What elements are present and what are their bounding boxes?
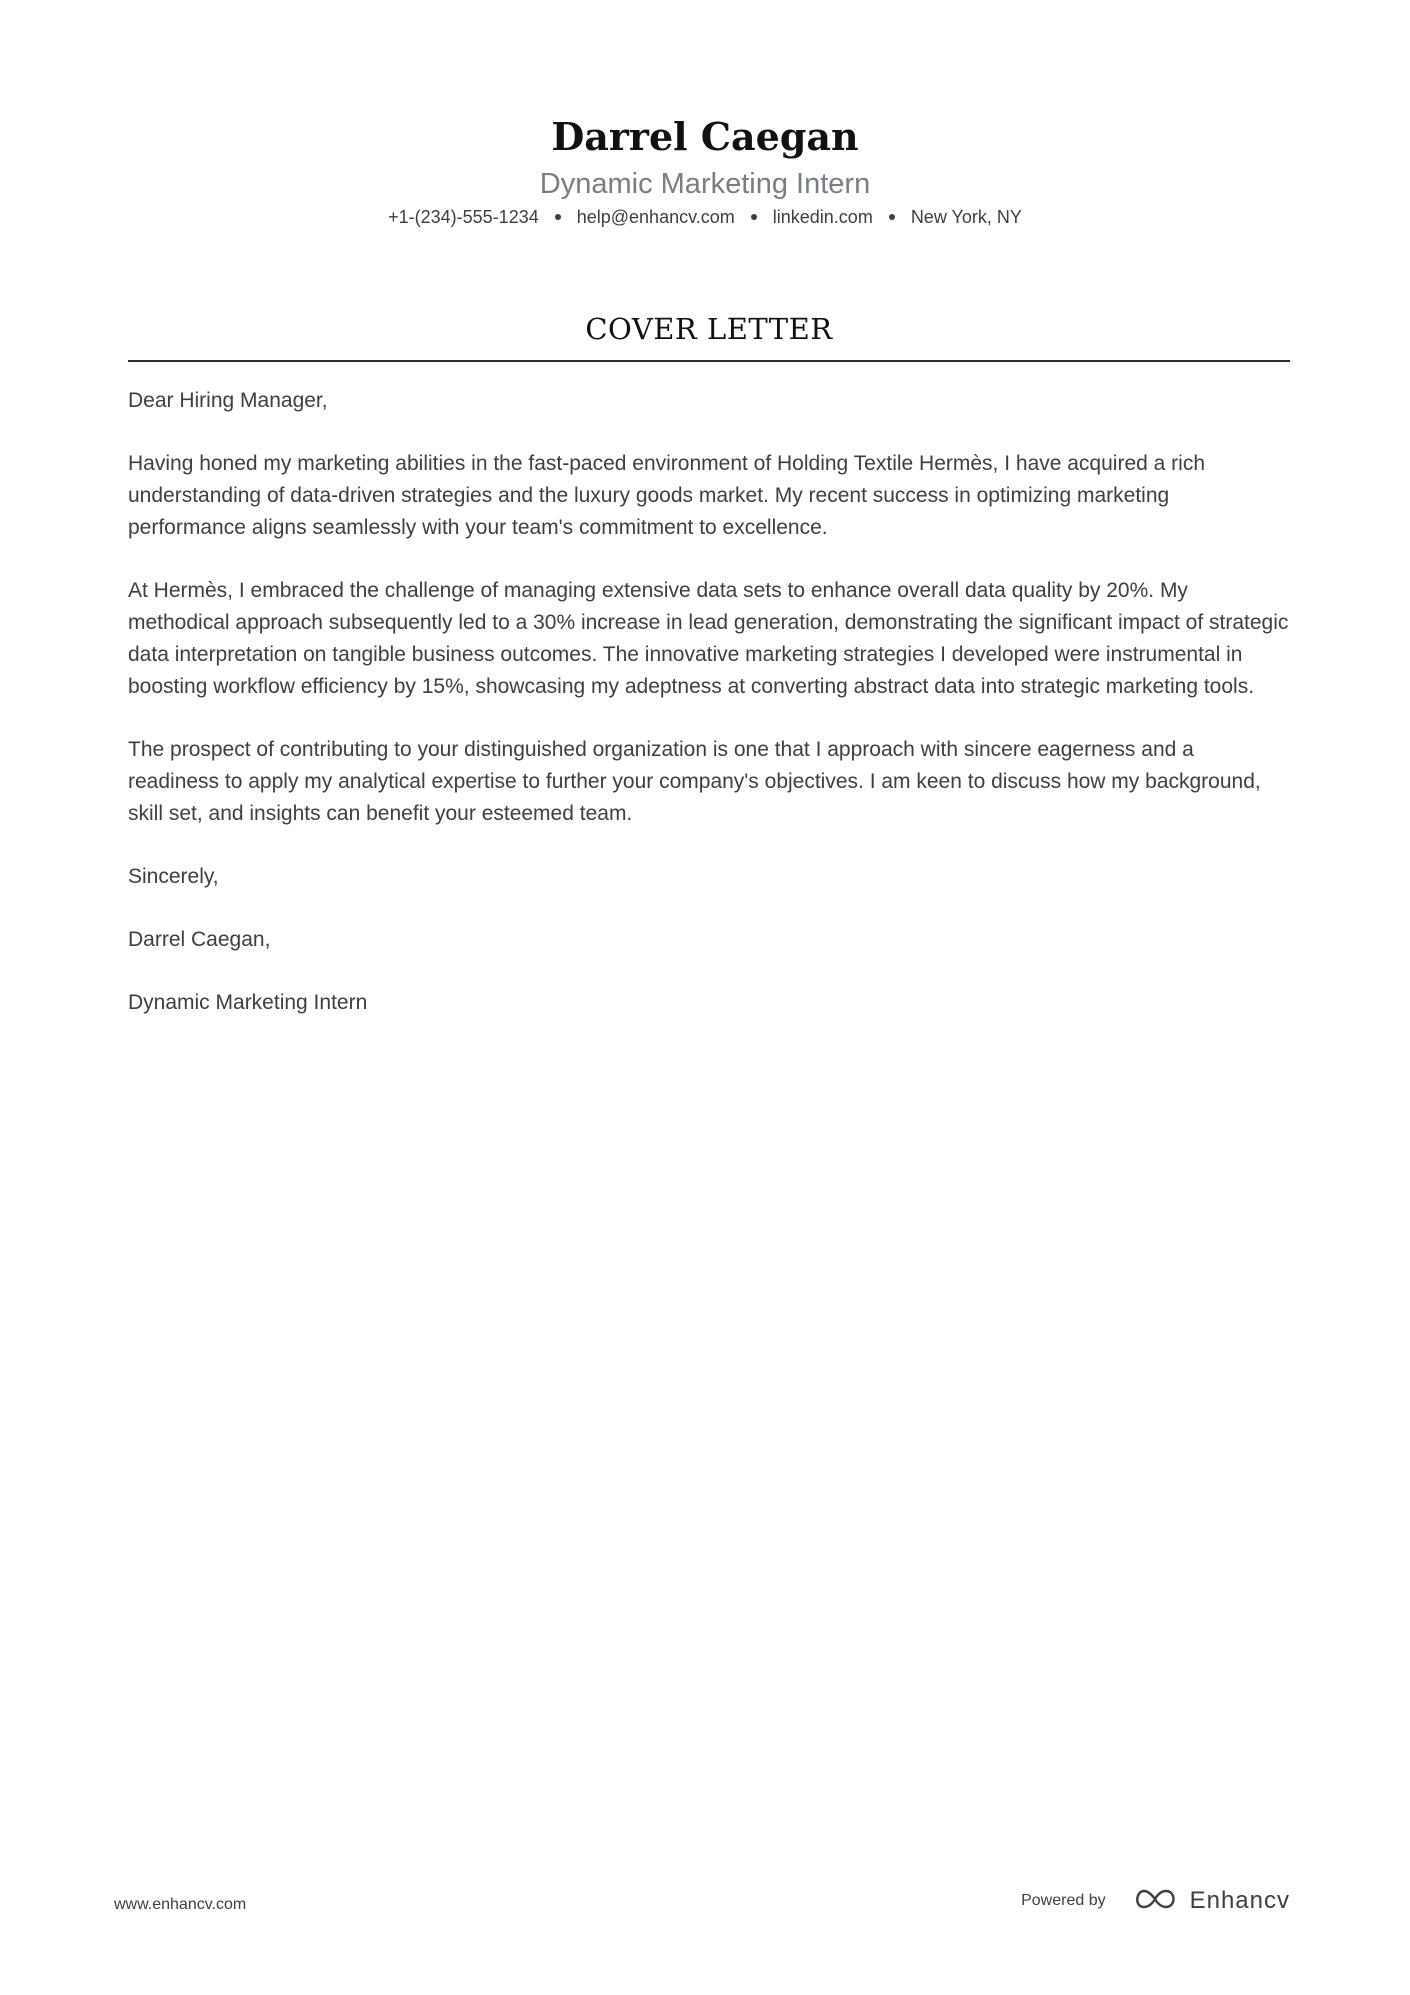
contact-linkedin: linkedin.com — [772, 207, 873, 227]
letter-closing: Sincerely, — [128, 865, 219, 888]
enhancv-infinity-logo-icon — [1132, 1887, 1178, 1916]
applicant-role: Dynamic Marketing Intern — [539, 168, 871, 200]
section-heading — [128, 306, 1290, 362]
section-title: COVER LETTER — [585, 312, 833, 346]
separator-dot — [555, 214, 561, 220]
resume-header — [0, 110, 1410, 230]
letter-greeting: Dear Hiring Manager, — [128, 389, 328, 412]
powered-by-label: Powered by — [1021, 1892, 1106, 1909]
letter-paragraph: The prospect of contributing to your distinguished organization is one that I approach with sincere eagerness and a readiness to apply my analytical expertise to further your company's objectives. I am keen to discuss how my background, skill set, and insights can benefit your esteemed team. — [128, 738, 1261, 825]
brand-logo[interactable] — [1132, 1886, 1290, 1916]
letter-paragraph: At Hermès, I embraced the challenge of managing extensive data sets to enhance overall data quality by 20%. My methodical approach subsequently led to a 30% increase in lead generation, demonstrating the significant impact of strategic data interpretation on tangible business outcomes. The innovative marketing strategies I developed were instrumental in boosting workflow efficiency by 15%, showcasing my adeptness at converting abstract data into strategic marketing tools. — [128, 579, 1289, 698]
signature-name: Darrel Caegan, — [128, 928, 271, 951]
contact-phone: +1-(234)-555-1234 — [388, 207, 539, 227]
letter-paragraph: Having honed my marketing abilities in the fast-paced environment of Holding Textile Hermès, I have acquired a rich understanding of data-driven strategies and the luxury goods market. My recent success in optimizing marketing performance aligns seamlessly with your team's commitment to excellence. — [128, 452, 1205, 539]
contact-email: help@enhancv.com — [576, 207, 735, 227]
separator-dot — [889, 214, 895, 220]
signature-title: Dynamic Marketing Intern — [128, 991, 368, 1014]
separator-dot — [751, 214, 757, 220]
applicant-name: Darrel Caegan — [551, 114, 859, 159]
brand-name: Enhancv — [1189, 1887, 1290, 1914]
contact-info — [0, 204, 1410, 230]
footer-website[interactable]: www.enhancv.com — [114, 1896, 247, 1913]
letter-body — [128, 385, 1290, 1050]
footer-branding — [1021, 1886, 1290, 1916]
contact-location: New York, NY — [910, 207, 1022, 227]
